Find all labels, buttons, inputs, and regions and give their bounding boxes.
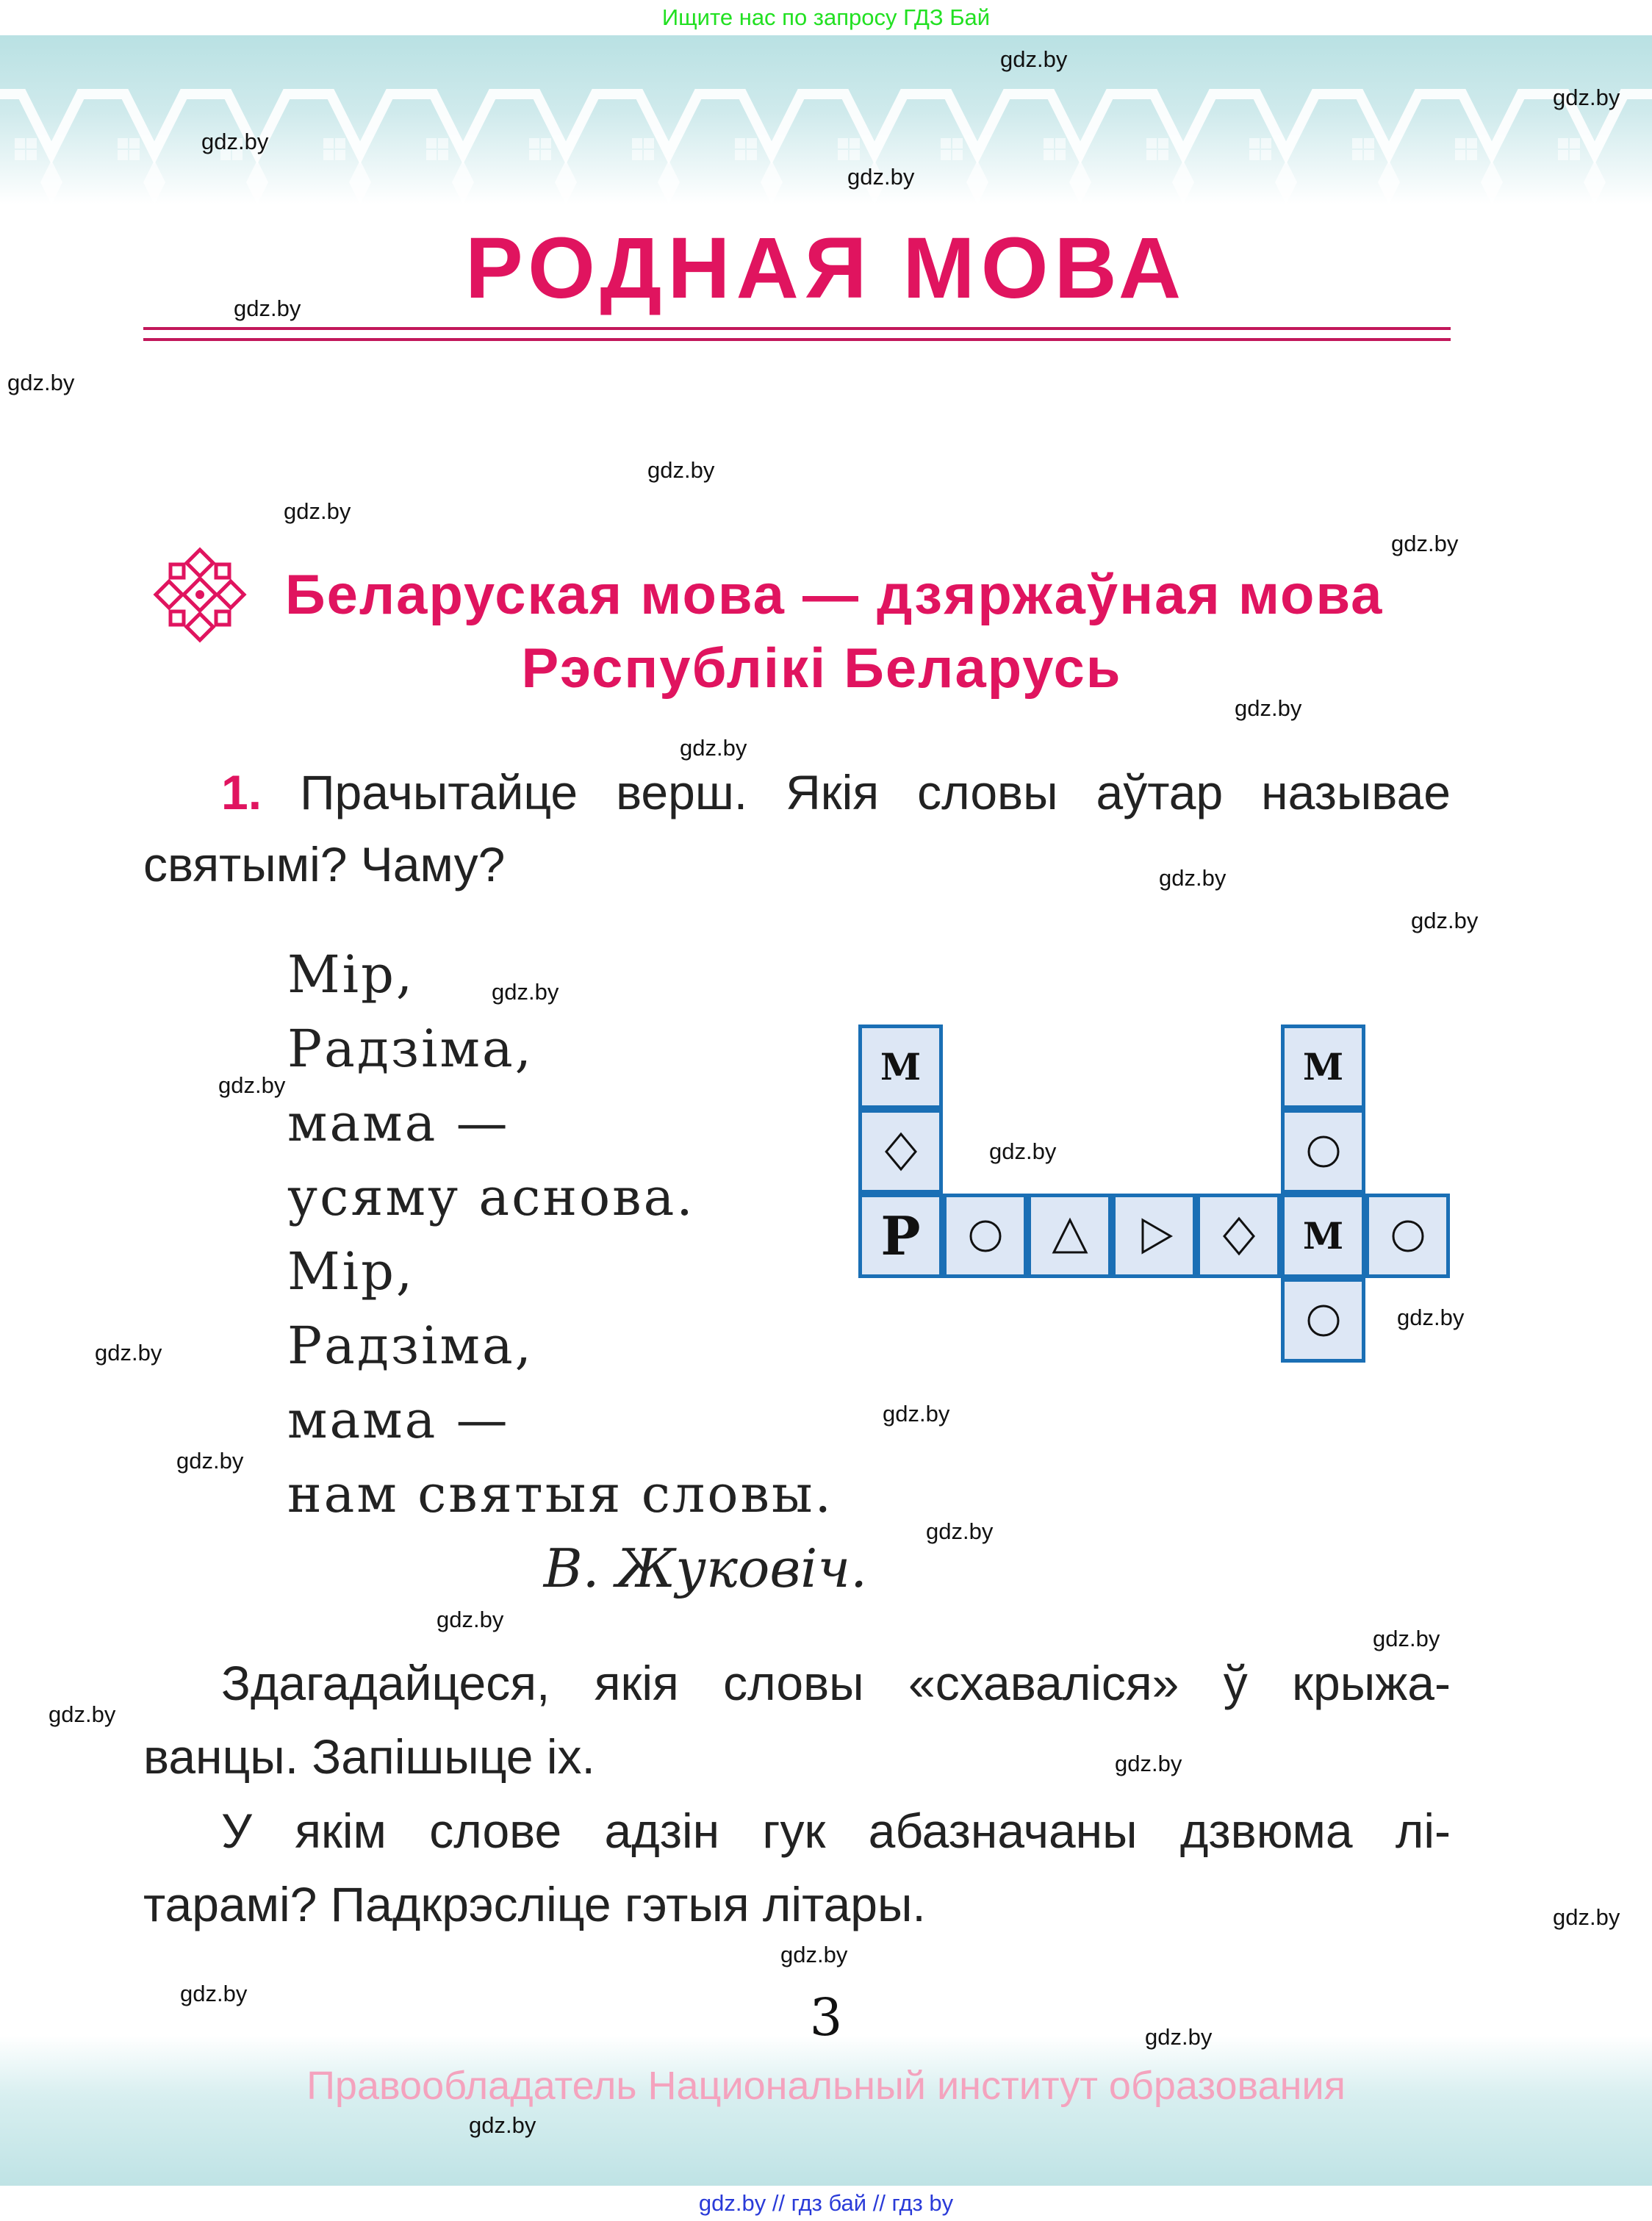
- watermark: gdz.by: [1553, 85, 1620, 110]
- crossword-cell: [1112, 1194, 1196, 1278]
- watermark: gdz.by: [647, 457, 715, 483]
- poem-line: Мір,: [287, 944, 415, 1005]
- crossword-cell: [1281, 1109, 1365, 1194]
- crossword-cell: [1196, 1194, 1281, 1278]
- watermark: gdz.by: [1115, 1751, 1182, 1776]
- watermark: gdz.by: [218, 1072, 286, 1098]
- watermark: gdz.by: [1159, 865, 1227, 891]
- folk-pattern-icon: [0, 35, 1652, 204]
- paragraph2-line1: У якім слове адзін гук абазначаны дзвюма лі-: [221, 1804, 1451, 1858]
- circle-icon: [1301, 1299, 1346, 1343]
- watermark: gdz.by: [1373, 1626, 1440, 1651]
- section-heading-line1: Беларуская мова — дзяржаўная мова: [285, 564, 1384, 626]
- diamond-icon: [879, 1130, 923, 1174]
- poem-line: мама —: [287, 1093, 510, 1153]
- watermark: gdz.by: [1000, 46, 1068, 72]
- watermark: gdz.by: [989, 1138, 1057, 1164]
- poem-line: нам святыя словы.: [287, 1464, 833, 1524]
- watermark: gdz.by: [1391, 531, 1459, 556]
- crossword-cell: [943, 1194, 1027, 1278]
- watermark: gdz.by: [883, 1401, 950, 1427]
- watermark: gdz.by: [680, 735, 747, 761]
- search-hint-banner: Ищите нас по запросу ГДЗ Бай: [661, 4, 991, 30]
- watermark: gdz.by: [1235, 695, 1302, 721]
- watermark: gdz.by: [492, 979, 559, 1005]
- crossword-letter: М: [1302, 1045, 1344, 1088]
- copyright-notice: Правообладатель Национальный институт образования: [306, 2064, 1346, 2108]
- watermark: gdz.by: [49, 1701, 116, 1727]
- paragraph1-line2: ванцы. Запішыце іх.: [143, 1729, 595, 1784]
- watermark: gdz.by: [234, 295, 301, 321]
- watermark: gdz.by: [284, 498, 351, 524]
- crossword-grid: [858, 1025, 1454, 1366]
- watermark: gdz.by: [1397, 1305, 1465, 1330]
- play-triangle-icon: [1132, 1214, 1177, 1258]
- crossword-letter: М: [880, 1045, 922, 1088]
- watermark: gdz.by: [7, 370, 75, 395]
- diamond-icon: [1217, 1214, 1261, 1258]
- poem-line: мама —: [287, 1390, 510, 1450]
- watermark: gdz.by: [1553, 1904, 1620, 1930]
- watermark: gdz.by: [95, 1340, 162, 1366]
- circle-icon: [1301, 1130, 1346, 1174]
- poem-line: Радзіма,: [287, 1316, 534, 1376]
- watermark: gdz.by: [469, 2112, 536, 2138]
- poem-line: Радзіма,: [287, 1019, 534, 1079]
- triangle-icon: [1048, 1214, 1092, 1258]
- ornament-icon: [151, 545, 248, 645]
- ornamental-footer-band: [0, 2036, 1652, 2186]
- circle-icon: [963, 1214, 1008, 1258]
- watermark: gdz.by: [780, 1942, 848, 1967]
- title-divider-top: [143, 327, 1451, 330]
- ornamental-header-band: [0, 35, 1652, 204]
- page-number: 3: [809, 1987, 843, 2048]
- task1-text: Прачытайце верш. Якія словы аўтар называе: [300, 765, 1451, 819]
- poem-author: В. Жуковіч.: [543, 1538, 867, 1599]
- watermark: gdz.by: [437, 1607, 504, 1632]
- crossword-cell: [1281, 1025, 1365, 1109]
- watermark: gdz.by: [201, 129, 269, 154]
- crossword-letter: Р: [880, 1205, 921, 1267]
- crossword-cell: [1281, 1194, 1365, 1278]
- paragraph1-line1: Здагадайцеся, якія словы «схаваліся» ў крыжа-: [221, 1656, 1451, 1710]
- page-title: РОДНАЯ МОВА: [464, 220, 1188, 317]
- task-number: 1.: [221, 765, 262, 819]
- crossword-letter: М: [1302, 1214, 1344, 1257]
- crossword-cell: [858, 1025, 943, 1109]
- watermark: gdz.by: [1145, 2024, 1213, 2050]
- crossword-cell: [1027, 1194, 1112, 1278]
- circle-icon: [1386, 1214, 1430, 1258]
- bottom-links[interactable]: gdz.by // гдз бай // гдз by: [698, 2190, 954, 2216]
- watermark: gdz.by: [180, 1981, 248, 2006]
- task1-line2: святымі? Чаму?: [143, 837, 506, 891]
- watermark: gdz.by: [176, 1448, 244, 1474]
- task1-line1: [143, 766, 1451, 819]
- section-heading-line2: Рэспублікі Беларусь: [521, 637, 1122, 700]
- crossword-cell: [858, 1194, 943, 1278]
- watermark: gdz.by: [926, 1518, 994, 1544]
- watermark: gdz.by: [847, 164, 915, 190]
- crossword-cell: [858, 1109, 943, 1194]
- poem-line: Мір,: [287, 1241, 415, 1302]
- title-divider-bottom: [143, 338, 1451, 341]
- watermark: gdz.by: [1411, 908, 1479, 933]
- poem-line: усяму аснова.: [287, 1167, 695, 1227]
- paragraph2-line2: тарамі? Падкрэсліце гэтыя літары.: [143, 1877, 926, 1931]
- crossword-cell: [1281, 1278, 1365, 1363]
- crossword-cell: [1365, 1194, 1450, 1278]
